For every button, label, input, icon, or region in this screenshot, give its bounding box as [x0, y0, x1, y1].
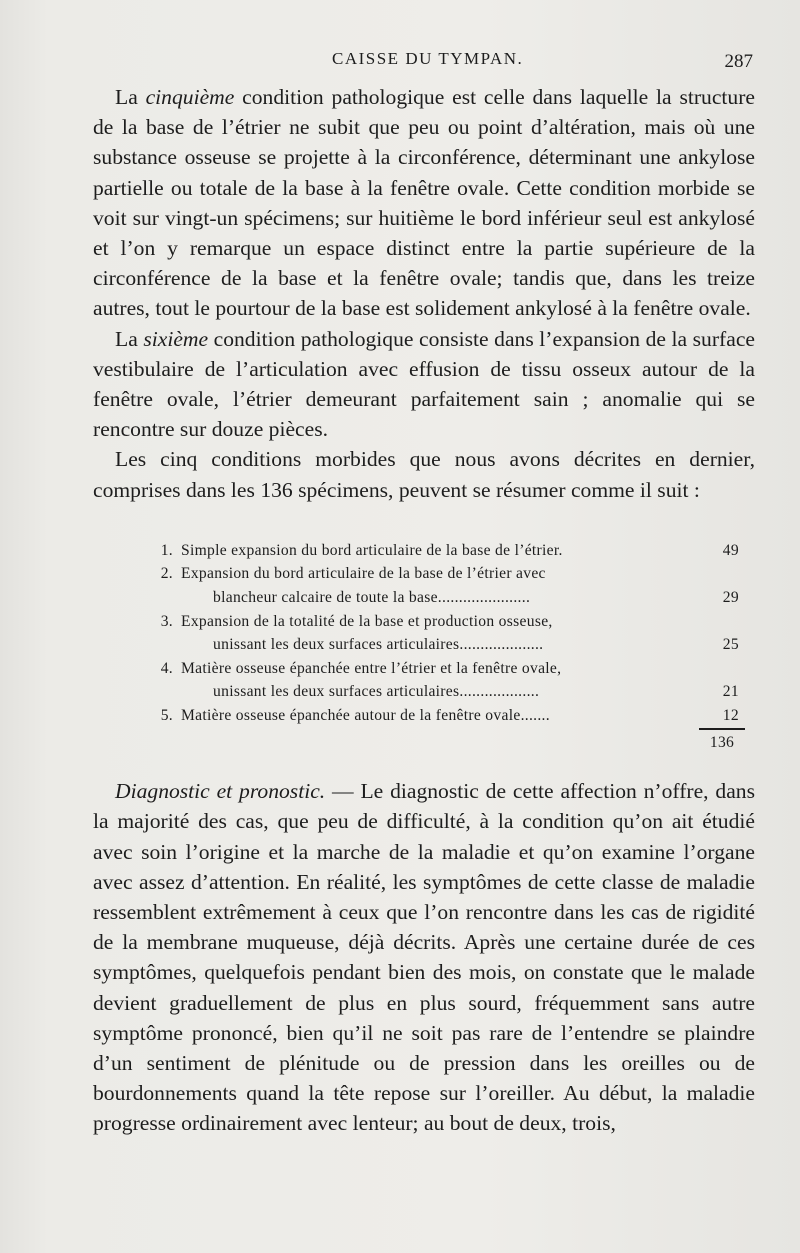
page-number: 287 [724, 51, 753, 72]
summary-total: 136 [699, 728, 745, 755]
page-header [120, 47, 755, 77]
paragraph-sixieme: La sixième condition pathologique consiste dans l’expansion de la surface vestibulaire de l’articulation avec effusion de tissu osseux autour de la fenêtre ovale, l’étrier demeurant parfaitement sain ; anomalie qui se rencontre sur douze pièces. [93, 326, 755, 442]
paragraph-cinquieme: La cinquième condition pathologique est celle dans laquelle la structure de la base de l’étrier ne subit que peu ou point d’altération, mais où une substance osseuse se projette à la circonférence, déterminant une ankylose partielle ou totale de la base à la fenêtre ovale. Cette condition morbide se voit sur vingt-un spécimens; sur huitième le bord inférieur seul est ankylosé et l’on y remarque un espace distinct entre la partie supérieure de la circonférence de la base et la fenêtre ovale; tandis que, dans les treize autres, tout le pourtour de la base est solidement ankylosé à la fenêtre ovale. [93, 85, 755, 321]
summary-item-3-cont: unissant les deux surfaces articulaires.................... 25 [93, 633, 755, 657]
summary-value: 21 [722, 683, 739, 701]
emphasis-cinquieme: cinquième [145, 85, 235, 109]
summary-item-1: 1. Simple expansion du bord articulaire de la base de l’étrier. 49 [93, 539, 755, 563]
summary-item-3: 3. Expansion de la totalité de la base et production osseuse, [160, 612, 553, 630]
page-body [93, 82, 755, 1139]
summary-value: 25 [722, 636, 739, 654]
emphasis-sixieme: sixième [143, 326, 209, 351]
section-heading-diagnostic: Diagnostic et pronostic. [115, 779, 326, 804]
summary-item-4: 4. Matière osseuse épanchée entre l’étrier et la fenêtre ovale, [160, 659, 562, 677]
summary-item-4-cont: unissant les deux surfaces articulaires................... 21 [93, 680, 755, 704]
summary-item-5: 5. Matière osseuse épanchée autour de la fenêtre ovale....... 12 [93, 704, 755, 728]
running-head: CAISSE DU TYMPAN. [332, 49, 524, 68]
summary-value: 29 [722, 589, 739, 607]
paragraph-resume-intro: Les cinq conditions morbides que nous avons décrites en dernier, comprises dans les 136 spécimens, peuvent se résumer comme il suit : [93, 447, 755, 502]
summary-item-2: 2. Expansion du bord articulaire de la base de l’étrier avec [160, 565, 546, 583]
summary-item-2-cont: blancheur calcaire de toute la base...................... 29 [93, 586, 755, 610]
summary-value: 12 [722, 707, 739, 724]
summary-value: 49 [722, 541, 739, 559]
summary-total-row [93, 728, 755, 755]
paragraph-diagnostic: Diagnostic et pronostic. — Le diagnostic de cette affection n’offre, dans la majorité des cas, que peu de difficulté, à la condition qu’on ait étudié avec soin l’origine et la marche de la maladie et qu’on examine l’organe avec assez d’attention. En réalité, les symptômes de cette classe de maladie ressemblent extrêmement à ceux que l’on rencontre dans les cas de rigidité de la membrane muqueuse, déjà décrits. Après une certaine durée de ces symptômes, quelquefois pendant bien des mois, on constate que le malade devient graduellement de plus en plus sourd, fréquemment sans autre symptôme prononcé, bien qu’il ne soit pas rare de l’entendre se plaindre d’un sentiment de plénitude ou de pression dans les oreilles ou de bourdonnements quand la tête repose sur l’oreiller. Au début, la maladie progresse ordinairement avec lenteur; au bout de deux, trois, [93, 779, 755, 1136]
summary-list [93, 539, 755, 754]
